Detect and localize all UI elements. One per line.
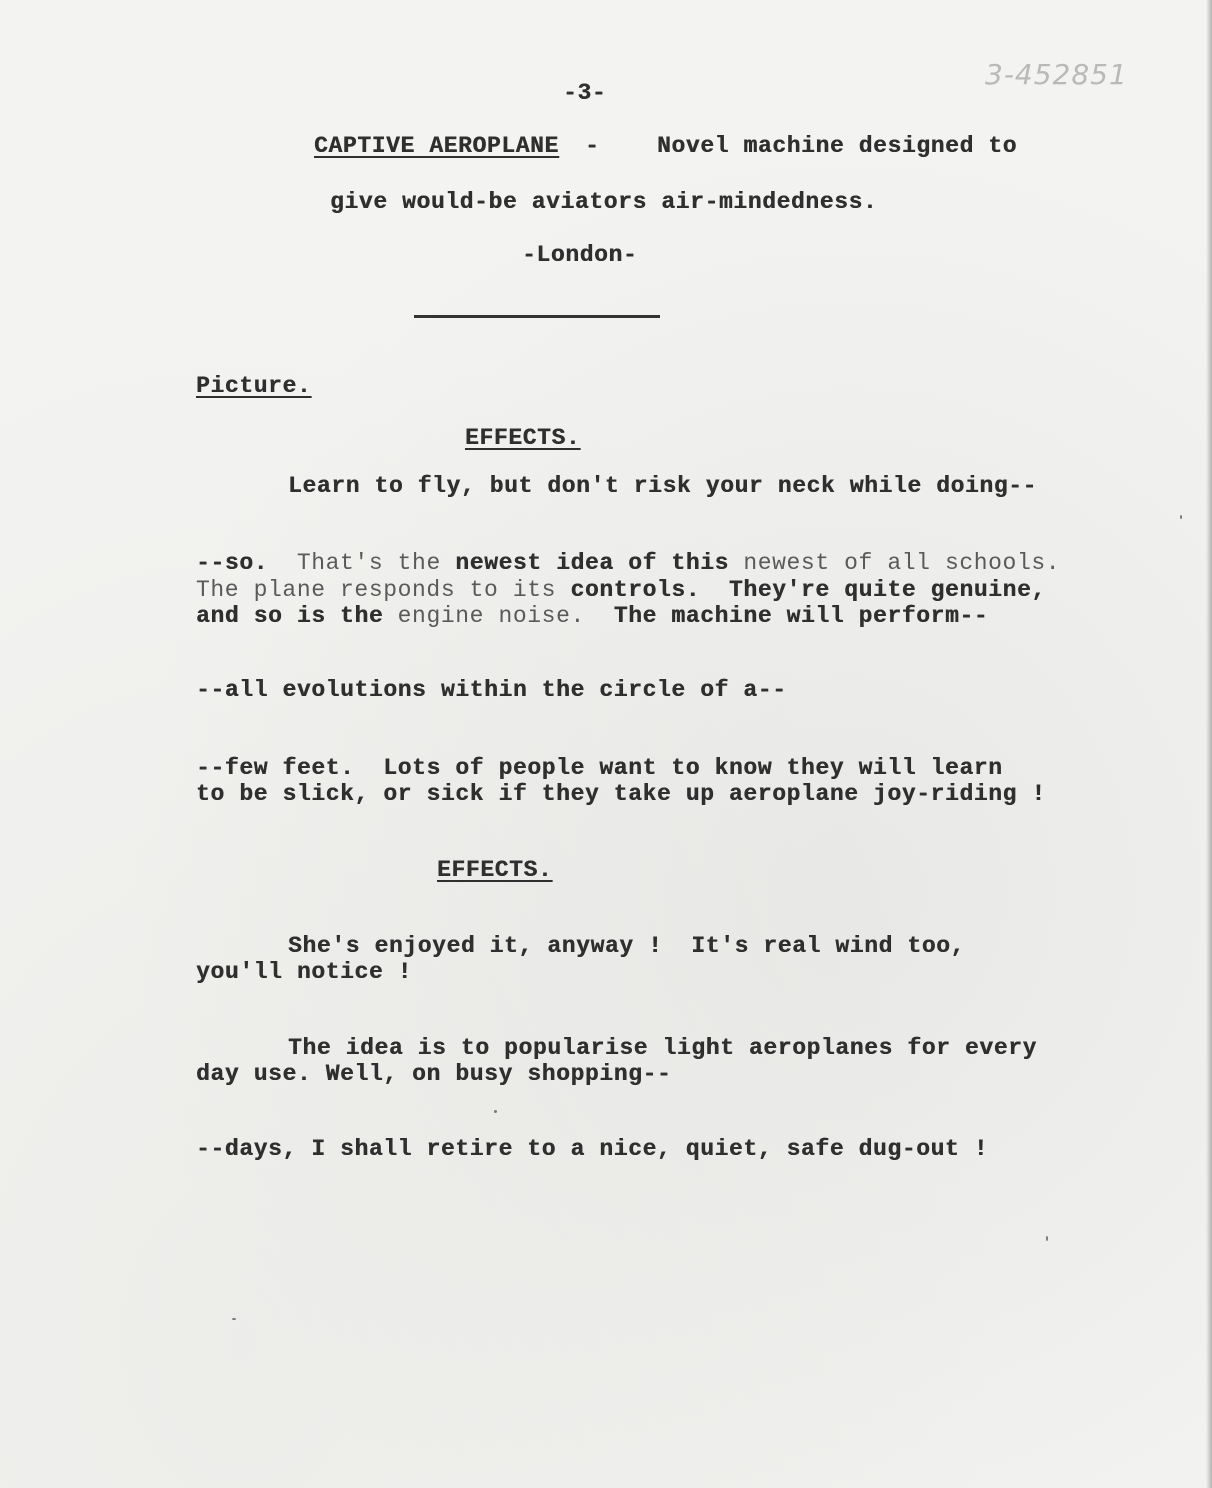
p2-line3-part-c: The machine will perform-- [613, 603, 989, 629]
paragraph-2-line-2 [196, 577, 1046, 603]
paper-speck [1046, 1236, 1048, 1241]
title-dash: - [585, 133, 600, 159]
title-separator-rule [414, 315, 660, 318]
p2-line1-part-a: --so. [196, 550, 297, 576]
paragraph-6-line-1: The idea is to popularise light aeroplanes for every [288, 1035, 1037, 1061]
effects-heading-2: EFFECTS. [437, 857, 553, 883]
p2-line1-part-d: newest of all schools. [743, 550, 1061, 576]
page-number: -3- [563, 80, 607, 106]
paragraph-1: Learn to fly, but don't risk your neck while doing-- [288, 473, 1037, 499]
paragraph-4-line-2: to be slick, or sick if they take up aeroplane joy-riding ! [196, 781, 1046, 807]
paragraph-2-line-3 [196, 603, 988, 629]
story-title: CAPTIVE AEROPLANE [314, 133, 559, 159]
paper-speck [232, 1318, 236, 1320]
paragraph-2-line-1 [196, 550, 1060, 576]
archive-stamp: 3-452851 [985, 58, 1128, 91]
effects-heading-1: EFFECTS. [465, 425, 581, 451]
p2-line3-part-b: engine noise. [397, 603, 614, 629]
p2-line2-part-a: The plane responds to its [196, 577, 571, 603]
paragraph-5-line-1: She's enjoyed it, anyway ! It's real wind too, [288, 933, 965, 959]
paper-speck [494, 1110, 497, 1113]
paragraph-3: --all evolutions within the circle of a-- [196, 677, 787, 703]
paragraph-5-line-2: you'll notice ! [196, 959, 413, 985]
story-subtitle-line-1: Novel machine designed to [657, 133, 1018, 159]
picture-label: Picture. [196, 373, 312, 399]
paragraph-6-line-2: day use. Well, on busy shopping-- [196, 1061, 672, 1087]
p2-line1-part-b: That's the [296, 550, 456, 576]
paragraph-4-line-1: --few feet. Lots of people want to know they will learn [196, 755, 1003, 781]
paper-speck [1180, 515, 1182, 519]
p2-line1-part-c: newest idea of this [455, 550, 744, 576]
story-location: -London- [522, 242, 638, 268]
page-edge-shadow [1206, 0, 1212, 1488]
story-subtitle-line-2: give would-be aviators air-mindedness. [330, 189, 878, 215]
p2-line2-part-b: controls. They're quite genuine, [570, 577, 1046, 603]
p2-line3-part-a: and so is the [196, 603, 398, 629]
paragraph-7: --days, I shall retire to a nice, quiet, safe dug-out ! [196, 1136, 989, 1162]
